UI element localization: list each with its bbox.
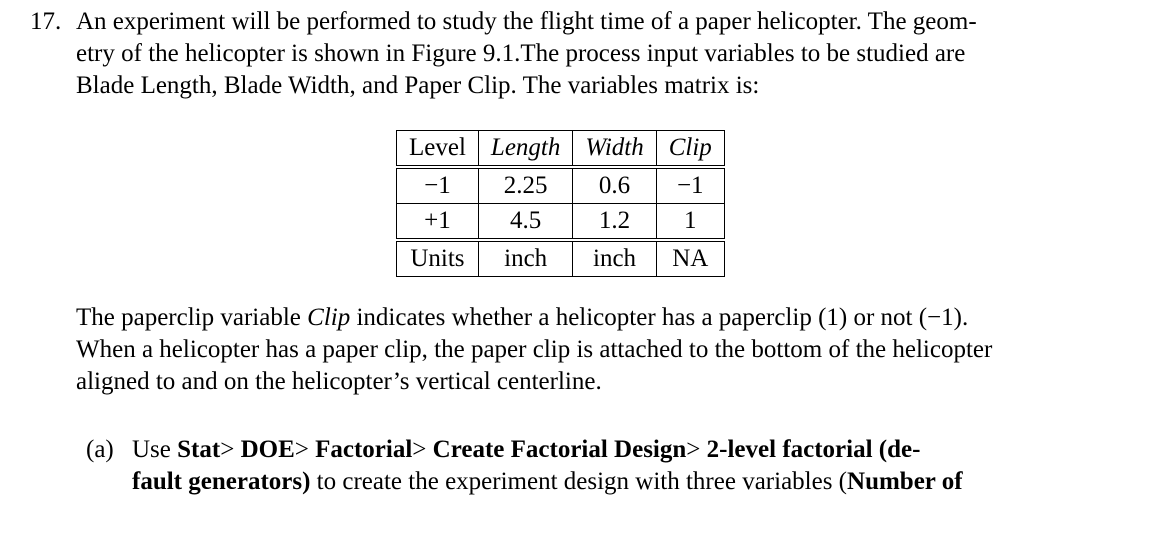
table-cell: 1.2 <box>573 204 656 241</box>
table-cell: +1 <box>397 204 479 241</box>
menu-stat: Stat <box>177 436 221 463</box>
number-of: Number of <box>847 468 963 495</box>
clip-variable: Clip <box>307 304 351 331</box>
text-span: > <box>294 436 316 463</box>
table-row <box>397 167 725 204</box>
header-clip: Clip <box>656 131 724 168</box>
menu-factorial: Factorial <box>315 436 413 463</box>
problem-text-line-1: An experiment will be performed to study the flight time of a paper helicopter. The geom- <box>76 8 977 35</box>
table-cell: 2.25 <box>478 167 572 204</box>
part-a-line-1 <box>132 434 920 466</box>
table-row <box>397 204 725 241</box>
variables-matrix-table <box>396 130 725 277</box>
problem-number: 17. <box>30 8 62 35</box>
header-length: Length <box>478 131 572 168</box>
part-a-label: (a) <box>86 436 114 463</box>
table-cell: Units <box>397 240 479 277</box>
default-generators: fault generators) <box>132 468 311 495</box>
table-cell: −1 <box>397 167 479 204</box>
text-span: Use <box>132 436 178 463</box>
table-cell: inch <box>478 240 572 277</box>
text-span: > <box>412 436 433 463</box>
menu-2-level-factorial: 2-level factorial (de- <box>706 436 921 463</box>
problem-text-line-3: Blade Length, Blade Width, and Paper Clip. The variables matrix is: <box>76 72 760 99</box>
table-cell: inch <box>573 240 656 277</box>
text-span: > <box>220 436 241 463</box>
part-a-line-2 <box>132 466 963 498</box>
text-span: > <box>686 436 707 463</box>
text-span: to create the experiment design with three variables ( <box>310 468 848 495</box>
menu-create-factorial-design: Create Factorial Design <box>432 436 687 463</box>
table-cell: 0.6 <box>573 167 656 204</box>
table-row <box>397 240 725 277</box>
paragraph-2-line-1 <box>76 302 968 334</box>
header-width: Width <box>573 131 656 168</box>
table-header-row <box>397 131 725 168</box>
text-span: The paperclip variable <box>76 304 308 331</box>
header-level: Level <box>397 131 479 168</box>
problem-text-line-2: etry of the helicopter is shown in Figure 9.1.The process input variables to be studied are <box>76 40 966 67</box>
table-cell: −1 <box>656 167 724 204</box>
table-cell: 1 <box>656 204 724 241</box>
table-cell: NA <box>656 240 724 277</box>
text-span: indicates whether a helicopter has a paperclip (1) or not (−1). <box>350 304 969 331</box>
paragraph-2-line-2: When a helicopter has a paper clip, the paper clip is attached to the bottom of the helicopter <box>76 336 993 363</box>
menu-doe: DOE <box>240 436 295 463</box>
paragraph-2-line-3: aligned to and on the helicopter’s vertical centerline. <box>76 368 602 395</box>
table-cell: 4.5 <box>478 204 572 241</box>
